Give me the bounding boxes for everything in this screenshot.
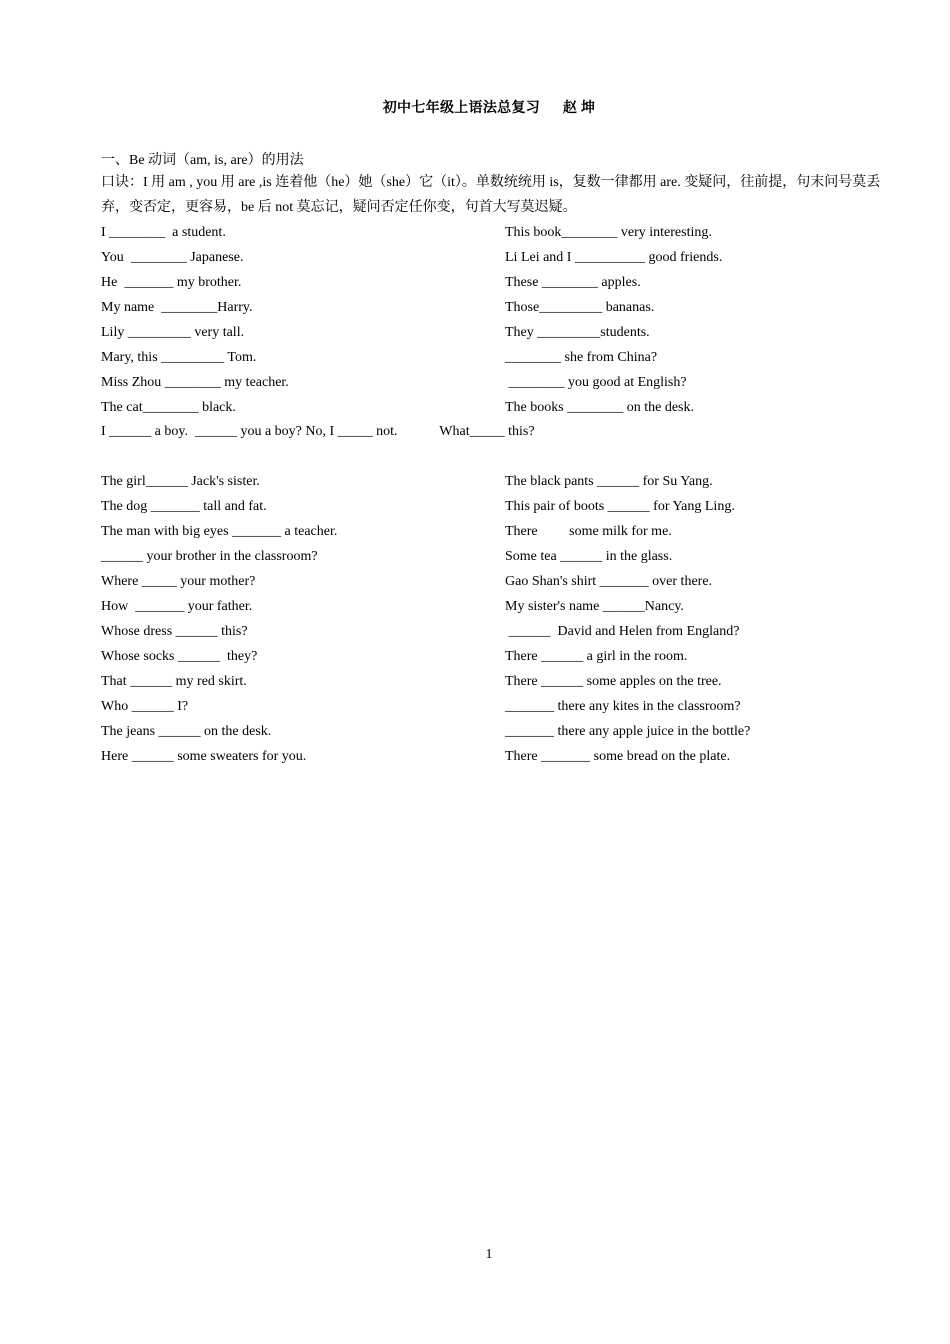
exercise-item: There some milk for me. [505,524,672,539]
exercise-item: ________ you good at English? [505,375,687,390]
exercise-item: The books ________ on the desk. [505,400,694,415]
document-title: 初中七年级上语法总复习 赵 坤 [382,101,596,116]
exercise-group2-left-column [101,469,337,769]
exercise-group1-right-column [505,220,722,420]
exercise-item: How _______ your father. [101,599,253,614]
exercise-item: My sister's name ______Nancy. [505,599,684,614]
exercise-item: You ________ Japanese. [101,250,244,265]
exercise-item: ________ she from China? [505,350,658,365]
exercise-item: He _______ my brother. [101,275,242,290]
exercise-item: _______ there any kites in the classroom? [505,699,741,714]
exercise-item: Gao Shan's shirt _______ over there. [505,574,713,589]
section-heading: 一、Be 动词（am, is, are）的用法 [101,153,304,168]
exercise-item: There ______ a girl in the room. [505,649,688,664]
exercise-item: There _______ some bread on the plate. [505,749,731,764]
exercise-item: The jeans ______ on the desk. [101,724,272,739]
exercise-item: The girl______ Jack's sister. [101,474,260,489]
page-number: 1 [485,1247,493,1262]
exercise-item: The black pants ______ for Su Yang. [505,474,713,489]
exercise-item: My name ________Harry. [101,300,253,315]
exercise-item: This book________ very interesting. [505,225,712,240]
exercise-item: Those_________ bananas. [505,300,655,315]
exercise-item: This pair of boots ______ for Yang Ling. [505,499,735,514]
exercise-item: ______ your brother in the classroom? [101,549,318,564]
exercise-group2-right-column [505,469,750,769]
grammar-rhyme: 口诀：I 用 am , you 用 are ,is 连着他（he）她（she）它（it）。单数统统用 is，复数一律都用 are. 变疑问，往前提，句末问号莫丢弃，变否定，更容易，be 后 not 莫忘记，疑问否定任你变，句首大写莫迟疑。 [101,175,881,215]
exercise-wide-line: I ______ a boy. ______ you a boy? No, I _____ not. What_____ this? [101,424,535,439]
exercise-item: I ________ a student. [101,225,226,240]
exercise-item: They _________students. [505,325,650,340]
exercise-item: Li Lei and I __________ good friends. [505,250,723,265]
exercise-item: Whose socks ______ they? [101,649,258,664]
exercise-item: The man with big eyes _______ a teacher. [101,524,338,539]
exercise-item: There ______ some apples on the tree. [505,674,722,689]
exercise-item: Some tea ______ in the glass. [505,549,673,564]
exercise-item: Who ______ I? [101,699,189,714]
exercise-item: Whose dress ______ this? [101,624,248,639]
exercise-item: ______ David and Helen from England? [505,624,740,639]
exercise-item: Mary, this _________ Tom. [101,350,257,365]
exercise-item: Where _____ your mother? [101,574,256,589]
exercise-item: Here ______ some sweaters for you. [101,749,307,764]
exercise-item: _______ there any apple juice in the bottle? [505,724,751,739]
exercise-item: Miss Zhou ________ my teacher. [101,375,289,390]
exercise-item: That ______ my red skirt. [101,674,247,689]
exercise-group1-left-column [101,220,289,420]
exercise-item: The dog _______ tall and fat. [101,499,267,514]
exercise-item: The cat________ black. [101,400,236,415]
exercise-item: These ________ apples. [505,275,641,290]
exercise-item: Lily _________ very tall. [101,325,245,340]
